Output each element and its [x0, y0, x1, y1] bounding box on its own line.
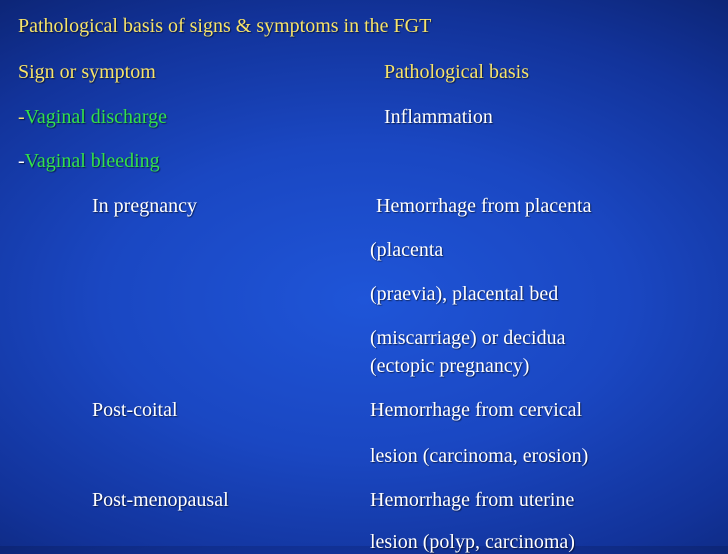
post-menopausal-label: Post-menopausal — [92, 489, 229, 511]
vaginal-discharge-label: Vaginal discharge — [24, 106, 168, 128]
row-dash: - — [18, 150, 25, 172]
in-pregnancy-basis-line: (ectopic pregnancy) — [370, 355, 530, 377]
post-menopausal-basis-line: Hemorrhage from uterine — [370, 489, 575, 511]
in-pregnancy-basis-line: (praevia), placental bed — [370, 283, 559, 305]
vaginal-discharge-basis: Inflammation — [384, 106, 493, 128]
row-dash: - — [18, 106, 25, 128]
post-menopausal-basis-line: lesion (polyp, carcinoma) — [370, 531, 575, 553]
header-sign-or-symptom: Sign or symptom — [18, 61, 156, 83]
post-coital-basis-line: Hemorrhage from cervical — [370, 399, 583, 421]
row-vaginal-bleeding — [18, 149, 160, 173]
in-pregnancy-basis-line: (placenta — [370, 239, 444, 261]
post-coital-basis-line: lesion (carcinoma, erosion) — [370, 445, 589, 467]
post-coital-label: Post-coital — [92, 399, 178, 421]
in-pregnancy-basis-line: Hemorrhage from placenta — [376, 195, 592, 217]
in-pregnancy-basis-line: (miscarriage) or decidua — [370, 327, 566, 349]
header-pathological-basis: Pathological basis — [384, 61, 529, 83]
row-vaginal-discharge — [18, 105, 167, 129]
vaginal-bleeding-label: Vaginal bleeding — [24, 150, 160, 172]
slide-title: Pathological basis of signs & symptoms in the FGT — [18, 15, 432, 37]
in-pregnancy-label: In pregnancy — [92, 195, 197, 217]
